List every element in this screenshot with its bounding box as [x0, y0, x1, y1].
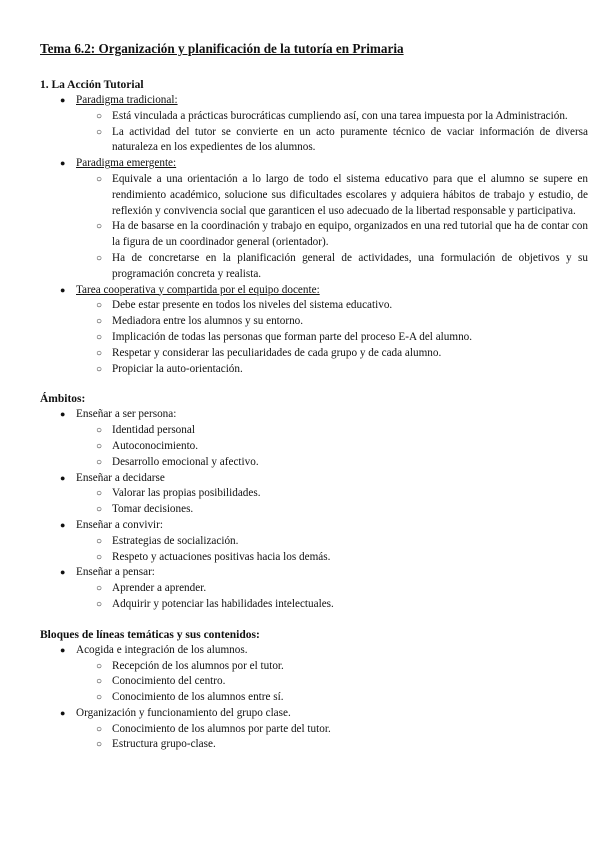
hollow-bullet-icon: ○ [96, 488, 103, 500]
list-item-label: Acogida e integración de los alumnos. [76, 643, 248, 656]
sub-list-item-text: Propiciar la auto-orientación. [112, 362, 243, 375]
hollow-bullet-icon: ○ [96, 723, 103, 735]
sub-list-item-text: Estrategias de socialización. [112, 534, 239, 547]
list-item [40, 156, 588, 282]
sub-list-item [76, 597, 588, 613]
sub-list-item [76, 550, 588, 566]
list-item [40, 565, 588, 612]
hollow-bullet-icon: ○ [96, 551, 103, 563]
list-item [40, 518, 588, 565]
list-item-label: Organización y funcionamiento del grupo clase. [76, 706, 291, 719]
filled-bullet-icon: ● [60, 707, 66, 718]
sub-list-item [76, 346, 588, 362]
hollow-bullet-icon: ○ [96, 316, 103, 328]
sub-list-item [76, 502, 588, 518]
sub-list-item-text: Respetar y considerar las peculiaridades de cada grupo y de cada alumno. [112, 346, 442, 359]
sub-list-item [76, 534, 588, 550]
list-item [40, 706, 588, 753]
filled-bullet-icon: ● [60, 409, 66, 420]
list-item-label: Enseñar a ser persona: [76, 408, 177, 421]
list-item-label: Paradigma tradicional: [76, 94, 178, 106]
hollow-bullet-icon: ○ [96, 676, 103, 688]
section-spacer [40, 613, 588, 627]
sub-list-item-text: Implicación de todas las personas que forman parte del proceso E-A del alumno. [112, 330, 473, 343]
hollow-bullet-icon: ○ [96, 126, 103, 138]
sub-list-item-text: Mediadora entre los alumnos y su entorno. [112, 315, 304, 328]
hollow-bullet-icon: ○ [96, 583, 103, 595]
sub-list-item [76, 362, 588, 378]
sub-list-item-text: Equivale a una orientación a lo largo de todo el sistema educativo para que el alumno se supere en rendimiento académico, solucione sus dificultades escolares y adquiera hábitos de trabajo y estudio, de reflexión y convivencia social que garanticen el uso adecuado de la libertad responsable y participativa. [112, 172, 588, 217]
list-item-label: Tarea cooperativa y compartida por el equipo docente: [76, 283, 320, 296]
sub-list-item-text: Debe estar presente en todos los niveles del sistema educativo. [112, 299, 393, 312]
sub-list-item-text: Ha de basarse en la coordinación y trabajo en equipo, organizados en una red tutorial que ha de contar con la figura de un coordinador general (orientador). [112, 220, 588, 249]
hollow-bullet-icon: ○ [96, 110, 103, 122]
sub-list-item [76, 486, 588, 502]
sub-list-item [76, 423, 588, 439]
sub-list-item-text: Valorar las propias posibilidades. [112, 487, 261, 500]
sub-list-item [76, 581, 588, 597]
hollow-bullet-icon: ○ [96, 252, 103, 264]
sub-list-item [76, 314, 588, 330]
sub-list-item-text: Estructura grupo-clase. [112, 738, 216, 751]
bullet-list [40, 643, 588, 754]
filled-bullet-icon: ● [60, 472, 66, 483]
list-item [40, 471, 588, 518]
sub-list-item [76, 219, 588, 251]
bullet-list [40, 93, 588, 377]
sub-list-item-text: Respeto y actuaciones positivas hacia los demás. [112, 550, 331, 563]
hollow-bullet-icon: ○ [96, 221, 103, 233]
sub-list-item [76, 109, 588, 125]
hollow-bullet-icon: ○ [96, 440, 103, 452]
page-title: Tema 6.2: Organización y planificación de la tutoría en Primaria [40, 41, 404, 56]
sub-list-item [76, 455, 588, 471]
sub-list-item [76, 722, 588, 738]
sub-list-item-text: Ha de concretarse en la planificación general de actividades, una formulación de objetivos y su programación concreta y realista. [112, 251, 588, 280]
list-item-label: Enseñar a convivir: [76, 518, 163, 531]
sub-list-item-text: Desarrollo emocional y afectivo. [112, 455, 259, 468]
hollow-bullet-icon: ○ [96, 504, 103, 516]
section-heading: Bloques de líneas temáticas y sus contenidos: [40, 628, 260, 641]
sub-bullet-list [76, 172, 588, 283]
filled-bullet-icon: ● [60, 519, 66, 530]
hollow-bullet-icon: ○ [96, 331, 103, 343]
sub-list-item [76, 298, 588, 314]
sub-list-item-text: Identidad personal [112, 424, 195, 437]
sub-list-item [76, 674, 588, 690]
sub-list-item-text: Autoconocimiento. [112, 439, 199, 452]
filled-bullet-icon: ● [60, 567, 66, 578]
hollow-bullet-icon: ○ [96, 173, 103, 185]
section-spacer [40, 377, 588, 391]
hollow-bullet-icon: ○ [96, 692, 103, 704]
sub-list-item [76, 737, 588, 753]
hollow-bullet-icon: ○ [96, 535, 103, 547]
list-item-label: Enseñar a pensar: [76, 566, 155, 579]
sub-list-item-text: Conocimiento de los alumnos entre sí. [112, 691, 284, 704]
hollow-bullet-icon: ○ [96, 456, 103, 468]
section-heading: 1. La Acción Tutorial [40, 79, 144, 91]
hollow-bullet-icon: ○ [96, 598, 103, 610]
sub-bullet-list [76, 581, 588, 613]
sub-list-item [76, 439, 588, 455]
list-item [40, 407, 588, 470]
sub-list-item [76, 330, 588, 346]
sub-bullet-list [76, 423, 588, 470]
sub-bullet-list [76, 534, 588, 566]
list-item-label: Enseñar a decidarse [76, 471, 165, 484]
sub-bullet-list [76, 659, 588, 706]
list-item-label: Paradigma emergente: [76, 157, 177, 170]
sub-list-item-text: La actividad del tutor se convierte en un acto puramente técnico de vaciar información de diversa naturaleza en los expedientes de los alumnos. [112, 125, 588, 154]
sub-list-item-text: Adquirir y potenciar las habilidades intelectuales. [112, 597, 334, 610]
sub-bullet-list [76, 722, 588, 754]
sub-bullet-list [76, 298, 588, 377]
sub-list-item-text: Conocimiento del centro. [112, 675, 226, 688]
bullet-list [40, 407, 588, 612]
hollow-bullet-icon: ○ [96, 363, 103, 375]
list-item [40, 283, 588, 378]
sub-bullet-list [76, 109, 588, 156]
sub-list-item [76, 172, 588, 219]
sub-list-item [76, 690, 588, 706]
section-heading: Ámbitos: [40, 393, 86, 406]
sub-list-item-text: Conocimiento de los alumnos por parte del tutor. [112, 722, 331, 735]
sub-list-item [76, 659, 588, 675]
hollow-bullet-icon: ○ [96, 660, 103, 672]
hollow-bullet-icon: ○ [96, 347, 103, 359]
sub-list-item-text: Aprender a aprender. [112, 582, 207, 595]
sub-list-item-text: Está vinculada a prácticas burocráticas cumpliendo así, con una tarea impuesta por la Administración. [112, 109, 568, 122]
filled-bullet-icon: ● [60, 284, 66, 295]
sub-list-item-text: Recepción de los alumnos por el tutor. [112, 659, 284, 672]
filled-bullet-icon: ● [60, 95, 66, 105]
filled-bullet-icon: ● [60, 158, 66, 169]
sub-list-item-text: Tomar decisiones. [112, 503, 194, 516]
list-item [40, 93, 588, 156]
hollow-bullet-icon: ○ [96, 739, 103, 751]
document-body [40, 77, 588, 753]
hollow-bullet-icon: ○ [96, 425, 103, 437]
list-item [40, 643, 588, 706]
hollow-bullet-icon: ○ [96, 300, 103, 312]
filled-bullet-icon: ● [60, 644, 66, 655]
sub-bullet-list [76, 486, 588, 518]
sub-list-item [76, 125, 588, 157]
sub-list-item [76, 251, 588, 283]
